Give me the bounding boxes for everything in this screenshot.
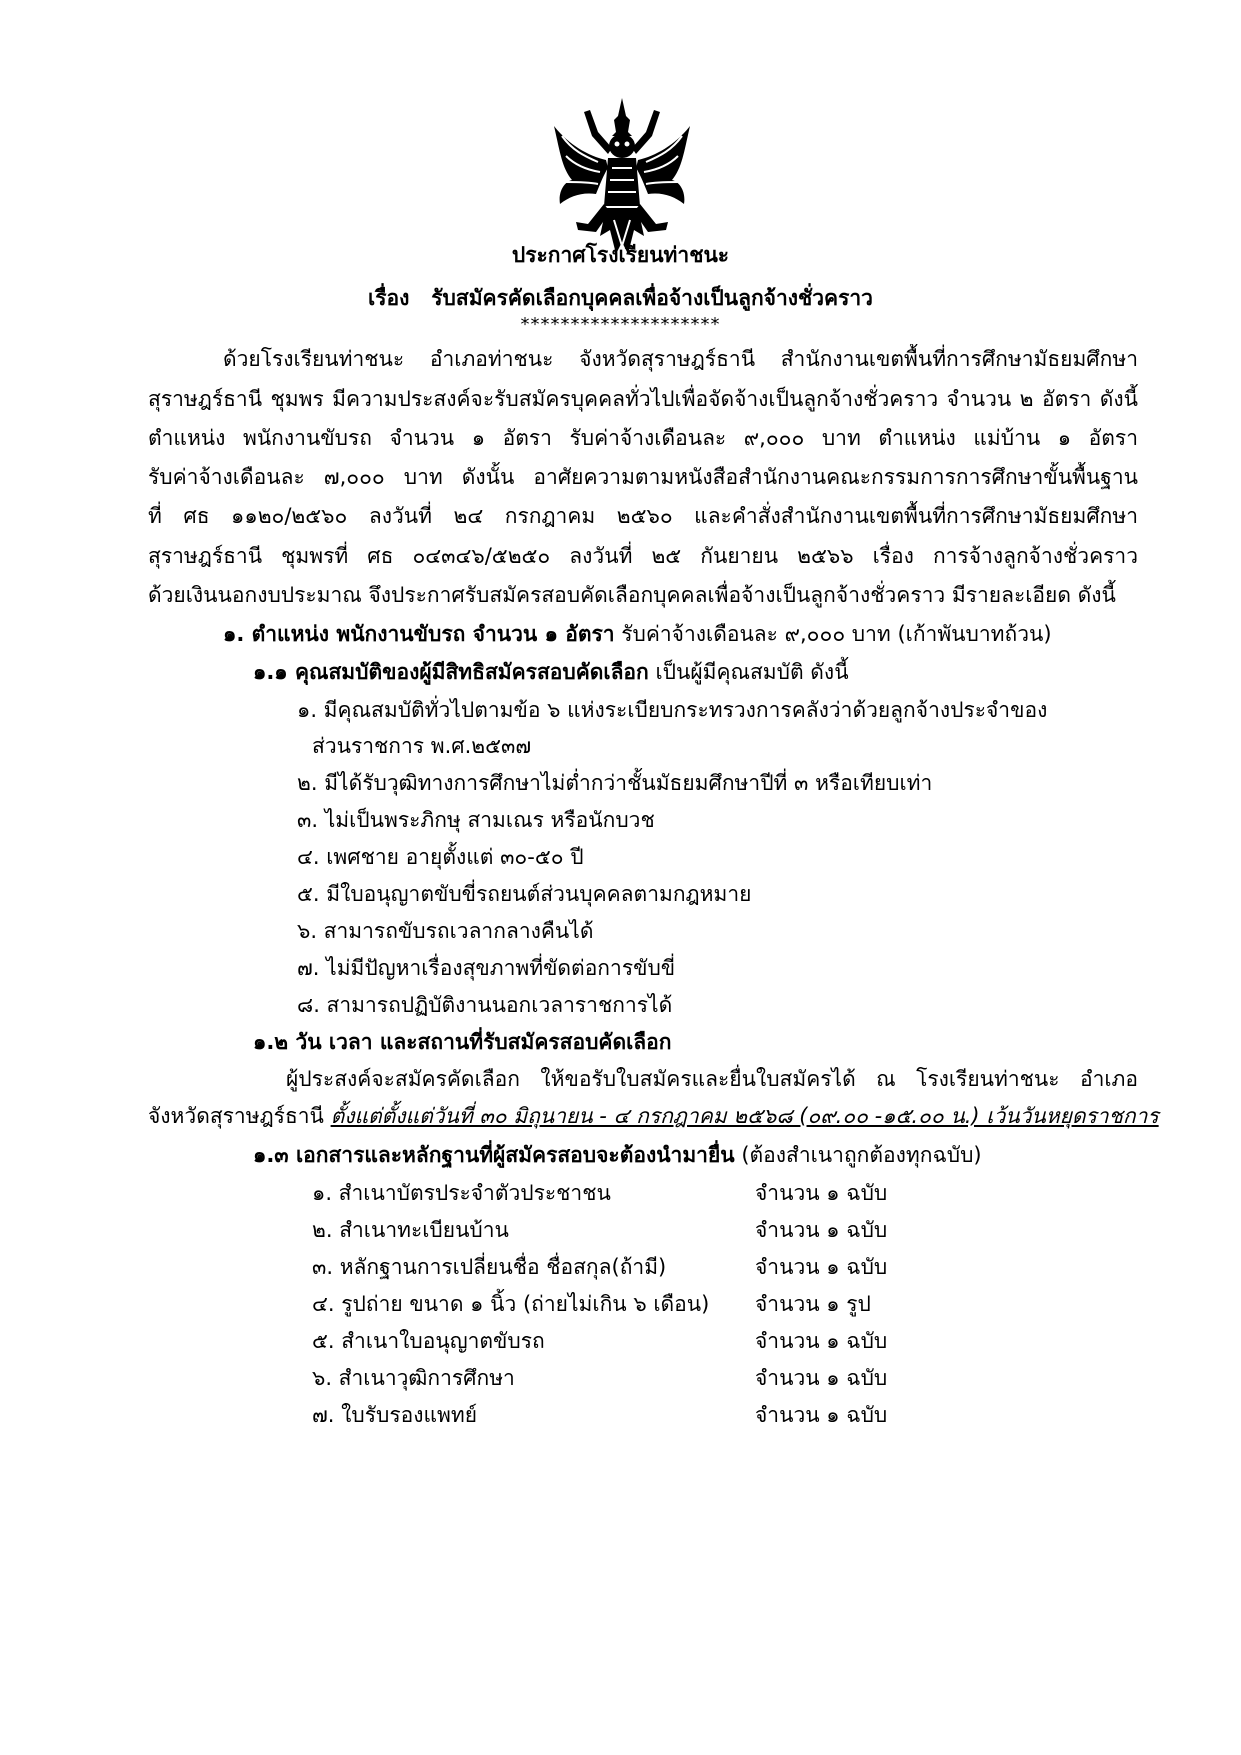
qualification-item: ๘. สามารถปฏิบัติงานนอกเวลาราชการได้ xyxy=(297,993,673,1017)
document-name: ๓. หลักฐานการเปลี่ยนชื่อ ชื่อสกุล(ถ้ามี) xyxy=(312,1255,667,1279)
subject-line xyxy=(0,283,1241,313)
subject-label: เรื่อง xyxy=(368,286,410,310)
qualification-item: ๔. เพศชาย อายุตั้งแต่ ๓๐-๕๐ ปี xyxy=(297,845,584,869)
intro-line-3: ตำแหน่ง พนักงานขับรถ จำนวน ๑ อัตรา รับค่าจ้างเดือนละ ๙,๐๐๐ บาท ตำแหน่ง แม่บ้าน ๑ อัตรา xyxy=(148,426,1138,450)
document-qty: จำนวน ๑ ฉบับ xyxy=(755,1218,888,1242)
sub12-line-2 xyxy=(148,1101,1159,1131)
title-separator: ******************** xyxy=(520,314,721,335)
document-qty: จำนวน ๑ ฉบับ xyxy=(755,1329,888,1353)
qualification-item: ส่วนราชการ พ.ศ.๒๕๓๗ xyxy=(312,734,532,758)
section1-heading: ๑. ตำแหน่ง พนักงานขับรถ จำนวน ๑ อัตรา xyxy=(223,622,615,646)
section1-salary: รับค่าจ้างเดือนละ ๙,๐๐๐ บาท (เก้าพันบาทถ้วน) xyxy=(621,622,1052,646)
qualification-item: ๓. ไม่เป็นพระภิกษุ สามเณร หรือนักบวช xyxy=(297,808,655,832)
qualification-item: ๕. มีใบอนุญาตขับขี่รถยนต์ส่วนบุคคลตามกฎหมาย xyxy=(297,882,752,906)
intro-line-5: ที่ ศธ ๑๑๒๐/๒๕๖๐ ลงวันที่ ๒๔ กรกฎาคม ๒๕๖๐ และคำสั่งสำนักงานเขตพื้นที่การศึกษามัธยมศึกษา xyxy=(148,504,1138,528)
document-name: ๑. สำเนาบัตรประจำตัวประชาชน xyxy=(312,1181,611,1205)
document-qty: จำนวน ๑ ฉบับ xyxy=(755,1181,888,1205)
intro-line-4: รับค่าจ้างเดือนละ ๗,๐๐๐ บาท ดังนั้น อาศัยความตามหนังสือสำนักงานคณะกรรมการการศึกษาขั้นพื้นฐาน xyxy=(148,465,1138,489)
qualification-item: ๗. ไม่มีปัญหาเรื่องสุขภาพที่ขัดต่อการขับขี่ xyxy=(297,956,676,980)
qualification-item: ๖. สามารถขับรถเวลากลางคืนได้ xyxy=(297,919,594,943)
document-name: ๗. ใบรับรองแพทย์ xyxy=(312,1403,478,1427)
sub12-line-1: ผู้ประสงค์จะสมัครคัดเลือก ให้ขอรับใบสมัครและยื่นใบสมัครได้ ณ โรงเรียนท่าชนะ อำเภอ xyxy=(286,1067,1138,1091)
document-qty: จำนวน ๑ รูป xyxy=(755,1292,871,1316)
sub11-line xyxy=(253,657,849,687)
document-name: ๒. สำเนาทะเบียนบ้าน xyxy=(312,1218,509,1242)
sub12-place: จังหวัดสุราษฎร์ธานี xyxy=(148,1104,324,1128)
document-name: ๕. สำเนาใบอนุญาตขับรถ xyxy=(312,1329,545,1353)
sub11-heading: ๑.๑ คุณสมบัติของผู้มีสิทธิสมัครสอบคัดเลือก xyxy=(253,660,649,684)
sub11-rest: เป็นผู้มีคุณสมบัติ ดังนี้ xyxy=(655,660,849,684)
document-qty: จำนวน ๑ ฉบับ xyxy=(755,1403,888,1427)
page-title: ประกาศโรงเรียนท่าชนะ xyxy=(511,243,730,267)
sub13-line xyxy=(253,1140,982,1170)
qualification-item: ๑. มีคุณสมบัติทั่วไปตามข้อ ๖ แห่งระเบียบกระทรวงการคลังว่าด้วยลูกจ้างประจำของ xyxy=(297,698,1048,722)
intro-line-7: ด้วยเงินนอกงบประมาณ จึงประกาศรับสมัครสอบคัดเลือกบุคคลเพื่อจ้างเป็นลูกจ้างชั่วคราว มีรายละเอียด ดังนี้ xyxy=(148,583,1116,607)
sub13-note: (ต้องสำเนาถูกต้องทุกฉบับ) xyxy=(741,1143,982,1167)
document-name: ๔. รูปถ่าย ขนาด ๑ นิ้ว (ถ่ายไม่เกิน ๖ เดือน) xyxy=(312,1292,710,1316)
section1-line xyxy=(223,619,1052,649)
intro-line-2: สุราษฎร์ธานี ชุมพร มีความประสงค์จะรับสมัครบุคคลทั่วไปเพื่อจัดจ้างเป็นลูกจ้างชั่วคราว จำนวน ๒ อัตรา ดังนี้ xyxy=(148,387,1138,411)
qualification-item: ๒. มีได้รับวุฒิทางการศึกษาไม่ต่ำกว่าชั้นมัธยมศึกษาปีที่ ๓ หรือเทียบเท่า xyxy=(297,771,933,795)
intro-line-1: ด้วยโรงเรียนท่าชนะ อำเภอท่าชนะ จังหวัดสุราษฎร์ธานี สำนักงานเขตพื้นที่การศึกษามัธยมศึกษา xyxy=(223,347,1138,371)
subject-text: รับสมัครคัดเลือกบุคคลเพื่อจ้างเป็นลูกจ้างชั่วคราว xyxy=(431,286,873,310)
application-period: ตั้งแต่ตั้งแต่วันที่ ๓๐ มิถุนายน - ๔ กรกฎาคม ๒๕๖๘ (๐๙.๐๐ -๑๕.๐๐ น.) เว้นวันหยุดราชการ xyxy=(330,1104,1159,1128)
document-qty: จำนวน ๑ ฉบับ xyxy=(755,1366,888,1390)
intro-line-6: สุราษฎร์ธานี ชุมพรที่ ศธ ๐๔๓๔๖/๕๒๕๐ ลงวันที่ ๒๕ กันยายน ๒๕๖๖ เรื่อง การจ้างลูกจ้างชั่วคราว xyxy=(148,544,1138,568)
document-name: ๖. สำเนาวุฒิการศึกษา xyxy=(312,1366,515,1390)
sub13-heading: ๑.๓ เอกสารและหลักฐานที่ผู้สมัครสอบจะต้องนำมายื่น xyxy=(253,1143,735,1167)
sub12-heading: ๑.๒ วัน เวลา และสถานที่รับสมัครสอบคัดเลือก xyxy=(253,1030,672,1054)
document-qty: จำนวน ๑ ฉบับ xyxy=(755,1255,888,1279)
